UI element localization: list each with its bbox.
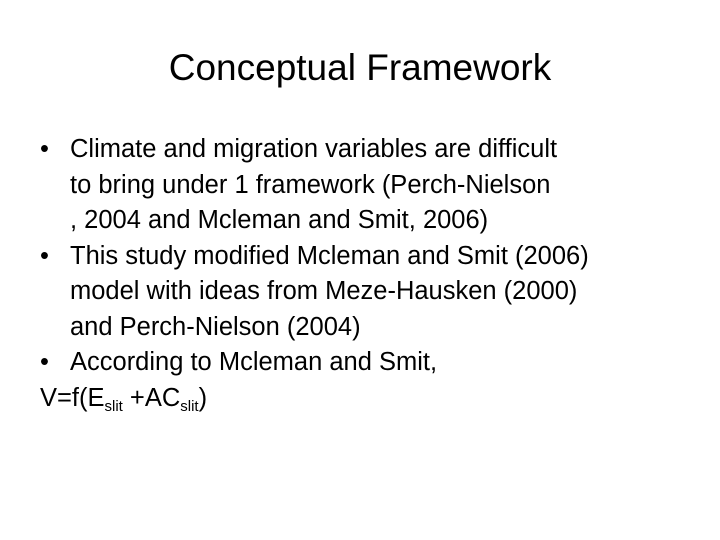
formula-subscript: slit — [104, 397, 123, 415]
bullet-item-1 — [40, 132, 700, 239]
bullet-marker: • — [40, 348, 49, 376]
bullet-line: to bring under 1 framework (Perch-Nielson — [70, 170, 551, 199]
slide-body — [40, 132, 700, 416]
bullet-item-2 — [40, 239, 700, 346]
bullet-line: , 2004 and Mcleman and Smit, 2006) — [70, 206, 489, 234]
bullet-marker: • — [40, 135, 49, 163]
formula-part: ) — [198, 383, 208, 412]
bullet-line: model with ideas from Meze-Hausken (2000) — [70, 277, 578, 305]
formula — [40, 381, 700, 417]
bullet-line: According to Mcleman and Smit, — [70, 348, 438, 376]
bullet-line: Climate and migration variables are difficult — [70, 135, 558, 163]
formula-subscript: slit — [180, 397, 199, 415]
bullet-line: This study modified Mcleman and Smit (2006) — [70, 241, 589, 270]
bullet-line: and Perch-Nielson (2004) — [70, 312, 361, 341]
slide-title: Conceptual Framework — [168, 47, 552, 88]
bullet-marker: • — [40, 241, 49, 270]
formula-part: +AC — [122, 383, 181, 412]
formula-part: V=f(E — [40, 383, 105, 412]
bullet-item-3 — [40, 345, 700, 381]
